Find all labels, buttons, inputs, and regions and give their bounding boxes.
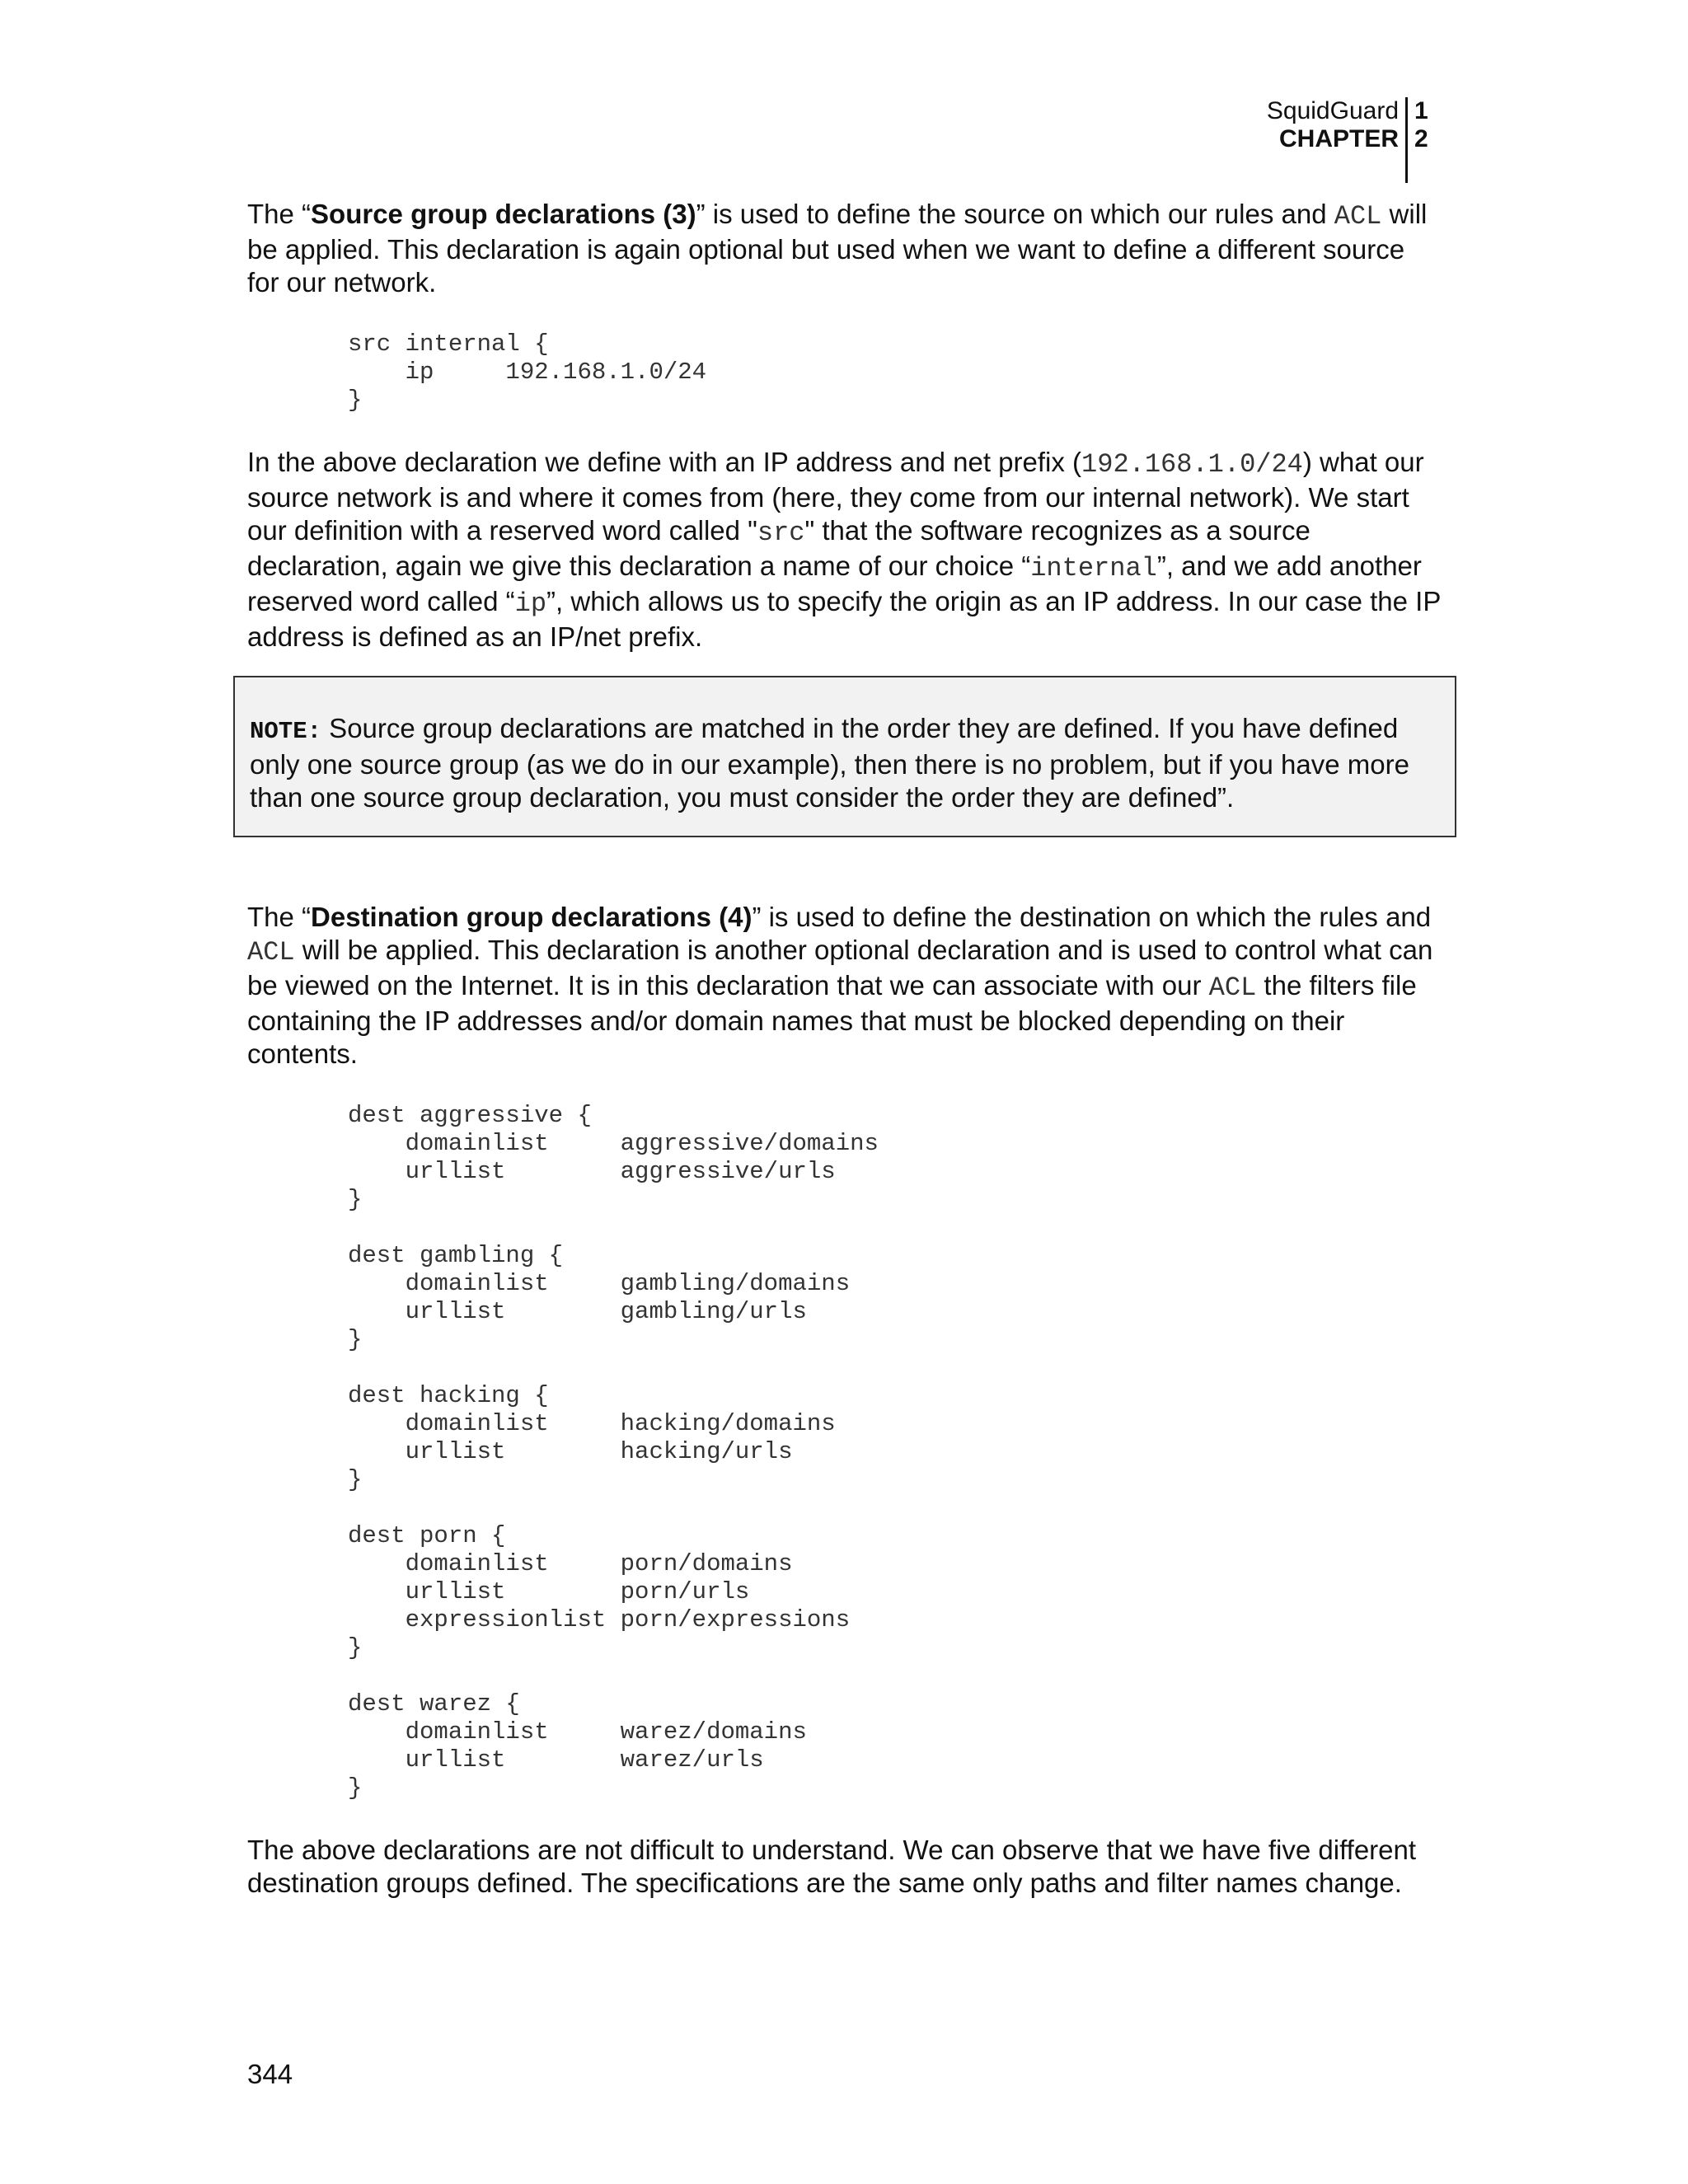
text-run: will be applied. This declaration is another optional declaration and is used to control what can be viewed on the Internet. It is in this declaration that we can associate with our — [247, 935, 1433, 1001]
text-run: ” is used to define the source on which our rules and — [696, 199, 1334, 229]
inline-code: internal — [1030, 553, 1157, 583]
text-run: will be applied. This declaration is again optional but used when we want to define a different source for our network. — [247, 199, 1428, 298]
text-run: the filters file containing the IP addresses and/or domain names that must be blocked depending on their contents. — [247, 970, 1417, 1069]
paragraph-source-group — [247, 198, 1442, 299]
inline-code: 192.168.1.0/24 — [1081, 449, 1303, 480]
note-box — [233, 676, 1456, 837]
text-run: ”, which allows us to specify the origin as an IP address. In our case the IP address is defined as an IP/net prefix. — [247, 586, 1441, 652]
text-run: ) what our source network is and where it comes from (here, they come from our internal network). We start our definition with a reserved word called " — [247, 447, 1424, 546]
text-run: ” is used to define the destination on which the rules and — [752, 902, 1432, 932]
header-bottom-row — [1267, 125, 1432, 183]
bold-term: Destination group declarations (4) — [311, 902, 753, 932]
inline-code: ACL — [247, 937, 295, 968]
text-run: Source group declarations are matched in the order they are defined. If you have defined only one source group (as we do in our example), then there is no problem, but if you have more than one source group declaration, you must consider the order they are defined”. — [250, 713, 1409, 813]
inline-code: src — [757, 518, 805, 548]
note-text — [250, 712, 1440, 814]
inline-code: ip — [514, 588, 547, 619]
paragraph-summary: The above declarations are not difficult to understand. We can observe that we have five different destination groups defined. The specifications are the same only paths and filter names change. — [247, 1835, 1417, 1898]
header-top-row — [1267, 97, 1432, 125]
text-run: The “ — [247, 199, 312, 229]
paragraph-destination-group — [247, 901, 1442, 1071]
inline-code: ACL — [1208, 972, 1257, 1003]
text-run: " that the software recognizes as a source declaration, again we give this declaration a name of our choice “ — [247, 515, 1311, 581]
bold-term: Source group declarations (3) — [311, 199, 696, 229]
note-label: NOTE: — [250, 718, 322, 745]
page-number: 344 — [247, 2059, 293, 2089]
header-title: SquidGuard — [1266, 97, 1399, 124]
text-run: ”, and we add another reserved word called “ — [247, 551, 1422, 616]
chapter-digit-1: 1 — [1405, 97, 1432, 125]
chapter-digit-2: 2 — [1405, 125, 1432, 183]
text-run: In the above declaration we define with an IP address and net prefix ( — [247, 447, 1082, 477]
code-block-dest: dest aggressive { domainlist aggressive/domains urllist aggressive/urls } dest gambling { domainlist gambling/domains urllist gambling/urls } dest hacking { domainlist hacking/domains urllist hacking/urls } dest porn { domainlist porn/domains urllist porn/urls expressionlist porn/expressions } dest warez { domainlist warez/domains urllist warez/urls } — [348, 1102, 879, 1802]
chapter-label: CHAPTER — [1278, 125, 1399, 152]
inline-code: ACL — [1334, 201, 1382, 232]
text-run: The “ — [247, 902, 312, 932]
paragraph-source-explanation — [247, 446, 1442, 654]
page-content — [247, 198, 1442, 654]
code-block-src: src internal { ip 192.168.1.0/24 } — [348, 330, 707, 414]
page-content-lower — [247, 901, 1442, 1900]
page-header — [1267, 97, 1432, 183]
